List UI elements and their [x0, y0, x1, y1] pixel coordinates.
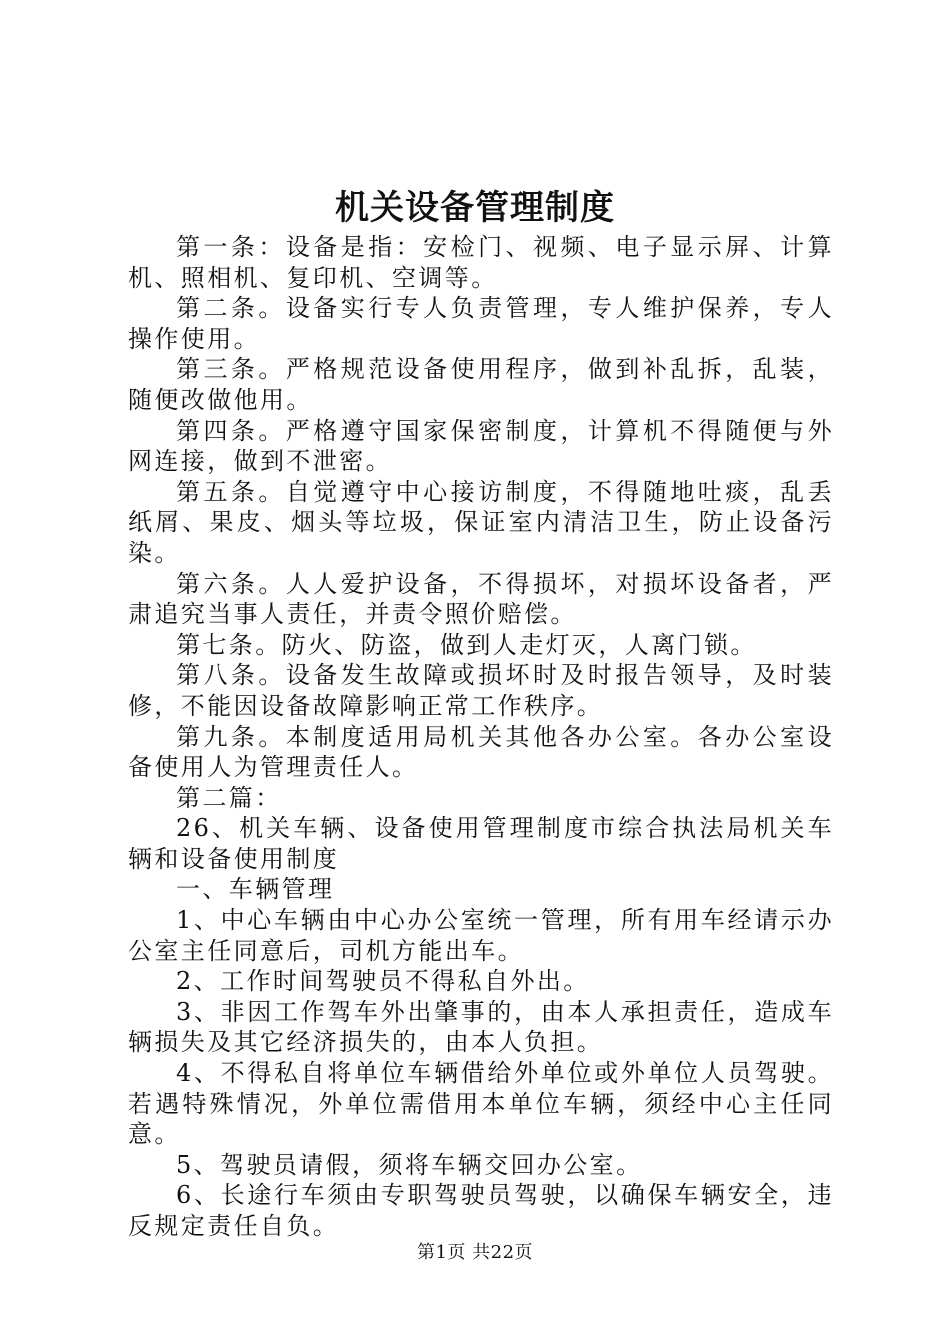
article-1: 第一条：设备是指：安检门、视频、电子显示屏、计算机、照相机、复印机、空调等。 [128, 233, 834, 292]
article-3: 第三条。严格规范设备使用程序，做到补乱拆，乱装，随便改做他用。 [128, 355, 834, 414]
page-number-footer: 第1页 共22页 [416, 1242, 534, 1263]
document-body [128, 232, 834, 1242]
article-6: 第六条。人人爱护设备，不得损坏，对损坏设备者，严肃追究当事人责任，并责令照价赔偿。 [128, 569, 834, 629]
article-4: 第四条。严格遵守国家保密制度，计算机不得随便与外网连接，做到不泄密。 [128, 416, 834, 476]
subsection-heading-vehicle-management: 一、车辆管理 [176, 875, 335, 904]
vehicle-rule-2: 2、工作时间驾驶员不得私自外出。 [176, 967, 590, 996]
section-heading-vehicle-equipment: 26、机关车辆、设备使用管理制度市综合执法局机关车辆和设备使用制度 [128, 814, 834, 873]
vehicle-rule-4: 4、不得私自将单位车辆借给外单位或外单位人员驾驶。若遇特殊情况，外单位需借用本单位车辆，须经中心主任同意。 [128, 1059, 834, 1149]
article-7: 第七条。防火、防盗，做到人走灯灭，人离门锁。 [176, 630, 757, 659]
vehicle-rule-1: 1、中心车辆由中心办公室统一管理，所有用车经请示办公室主任同意后，司机方能出车。 [128, 906, 834, 965]
article-9: 第九条。本制度适用局机关其他各办公室。各办公室设备使用人为管理责任人。 [128, 722, 834, 782]
article-8: 第八条。设备发生故障或损坏时及时报告领导，及时装修，不能因设备故障影响正常工作秩序。 [128, 661, 834, 720]
vehicle-rule-3: 3、非因工作驾车外出肇事的，由本人承担责任，造成车辆损失及其它经济损失的，由本人负担。 [128, 997, 834, 1057]
vehicle-rule-6: 6、长途行车须由专职驾驶员驾驶，以确保车辆安全，违反规定责任自负。 [128, 1181, 834, 1240]
article-5: 第五条。自觉遵守中心接访制度，不得随地吐痰，乱丢纸屑、果皮、烟头等垃圾，保证室内清洁卫生，防止设备污染。 [128, 477, 834, 567]
article-2: 第二条。设备实行专人负责管理，专人维护保养，专人操作使用。 [128, 294, 834, 353]
vehicle-rule-5: 5、驾驶员请假，须将车辆交回办公室。 [176, 1150, 643, 1179]
section-heading-part-two: 第二篇： [176, 783, 282, 812]
document-title: 机关设备管理制度 [335, 188, 615, 228]
